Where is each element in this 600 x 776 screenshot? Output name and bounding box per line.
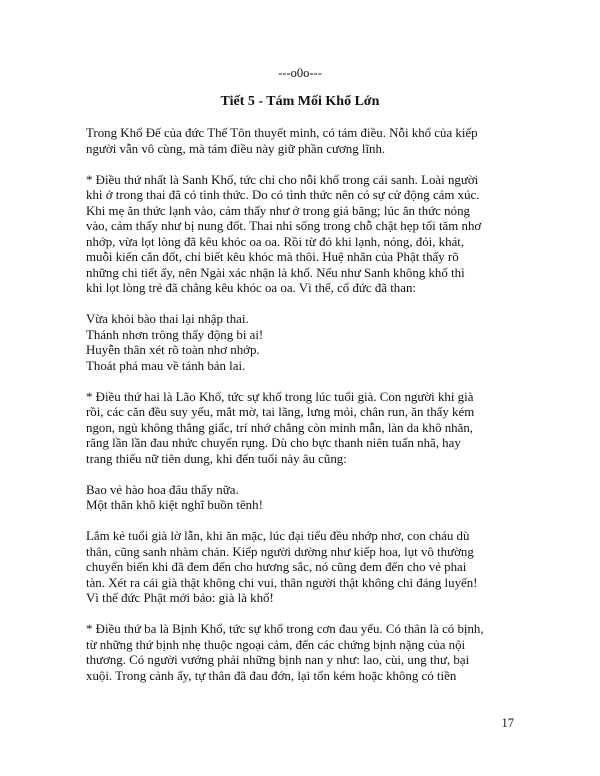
text-line: Thánh nhơn trông thấy động bi ai! <box>86 327 264 342</box>
verse-block <box>86 312 514 374</box>
paragraph <box>86 390 514 468</box>
text-line: khi lọt lòng trẻ đã chẳng kêu khóc oa oa. Vì thế, cổ đức đã than: <box>86 281 416 295</box>
text-line: Khi mẹ ăn thức lạnh vào, cảm thấy như ở trong giá băng; lúc ăn thức nóng <box>86 203 470 218</box>
text-line: chuyển biến khi đã đem đến cho hương sắc, nó cũng đem đến cho vẻ phai <box>86 560 467 574</box>
text-line: nhớp, vừa lọt lòng đã kêu khóc oa oa. Rồi từ đó khi lạnh, nóng, đói, khát, <box>86 234 465 249</box>
document-page <box>86 0 514 776</box>
text-line: Trong Khổ Đế của đức Thế Tôn thuyết minh, có tám điều. Nỗi khổ của kiếp <box>86 126 478 140</box>
text-line: thân, cũng sanh nhàm chán. Kiếp người dường như kiếp hoa, lụt vô thường <box>86 544 474 559</box>
paragraph <box>86 622 514 684</box>
document-body <box>86 126 514 700</box>
section-title: Tiết 5 - Tám Mối Khổ Lớn <box>220 94 380 109</box>
page-number: 17 <box>501 716 514 730</box>
text-line: * Điều thứ ba là Bịnh Khổ, tức sự khổ trong cơn đau yếu. Có thân là có bịnh, <box>86 622 484 636</box>
text-line: thương. Có người vướng phải những bịnh nan y như: lao, cùi, ung thư, bại <box>86 653 470 667</box>
text-line: xuội. Trong cảnh ấy, tự thân đã đau đớn, lại tốn kém hoặc không có tiền <box>86 668 457 683</box>
text-line: từ những thứ bịnh nhẹ thuộc ngoại cảm, đến các chứng bịnh nặng của nội <box>86 637 466 652</box>
verse-block <box>86 483 514 514</box>
text-line: Vì thế đức Phật mới bảo: già là khổ! <box>86 591 274 605</box>
text-line: Huyễn thân xét rõ toàn nhơ nhớp. <box>86 343 260 357</box>
text-line: những chi tiết ấy, nên Ngài xác nhận là khổ. Nếu như Sanh không khổ thì <box>86 265 465 280</box>
text-line: * Điều thứ hai là Lão Khổ, tức sự khổ trong lúc tuổi già. Con người khi già <box>86 389 474 404</box>
text-line: Thoát phá mau về tánh bản lai. <box>86 358 246 373</box>
text-line: Một thân khô kiệt nghĩ buồn tênh! <box>86 498 263 512</box>
section-separator: ---o0o--- <box>278 66 322 80</box>
text-line: Lắm kẻ tuổi già lờ lẫn, khi ăn mặc, lúc đại tiểu đều nhớp nhơ, con cháu dù <box>86 529 470 543</box>
text-line: răng lần lần đau nhức chuyển rụng. Dù cho bực thanh niên tuấn nhã, hay <box>86 436 461 450</box>
text-line: rồi, các căn đều suy yếu, mắt mờ, tai lãng, lưng mỏi, chân run, ăn thấy kém <box>86 405 475 419</box>
text-line: muỗi kiến cắn đốt, chỉ biết kêu khóc mà thôi. Huệ nhãn của Phật thấy rõ <box>86 250 459 264</box>
text-line: Bao vẻ hào hoa đâu thấy nữa. <box>86 482 239 497</box>
text-line: * Điều thứ nhất là Sanh Khổ, tức chỉ cho nỗi khổ trong cái sanh. Loài người <box>86 172 479 187</box>
paragraph <box>86 173 514 297</box>
paragraph <box>86 126 514 157</box>
text-line: khi ở trong thai đã có tình thức. Do có tình thức nên có sự cử động cảm xúc. <box>86 188 480 202</box>
text-line: Vừa khỏi bào thai lại nhập thai. <box>86 312 249 326</box>
text-line: trang thiếu nữ tiên dung, khi đến tuổi này âu cũng: <box>86 451 347 466</box>
text-line: vào, cảm thấy như bị nung đốt. Thai nhi sống trong chỗ chật hẹp tối tăm nhơ <box>86 219 482 233</box>
paragraph <box>86 529 514 607</box>
text-line: người vẫn vô cùng, mà tám điều này giữ phần cương lĩnh. <box>86 141 386 156</box>
text-line: tàn. Xét ra cái già thật không chi vui, thân người thật không chi đáng luyến! <box>86 575 478 590</box>
text-line: ngon, ngủ không thẳng giấc, trí nhớ chẳng còn minh mẫn, làn da khô nhăn, <box>86 420 474 435</box>
